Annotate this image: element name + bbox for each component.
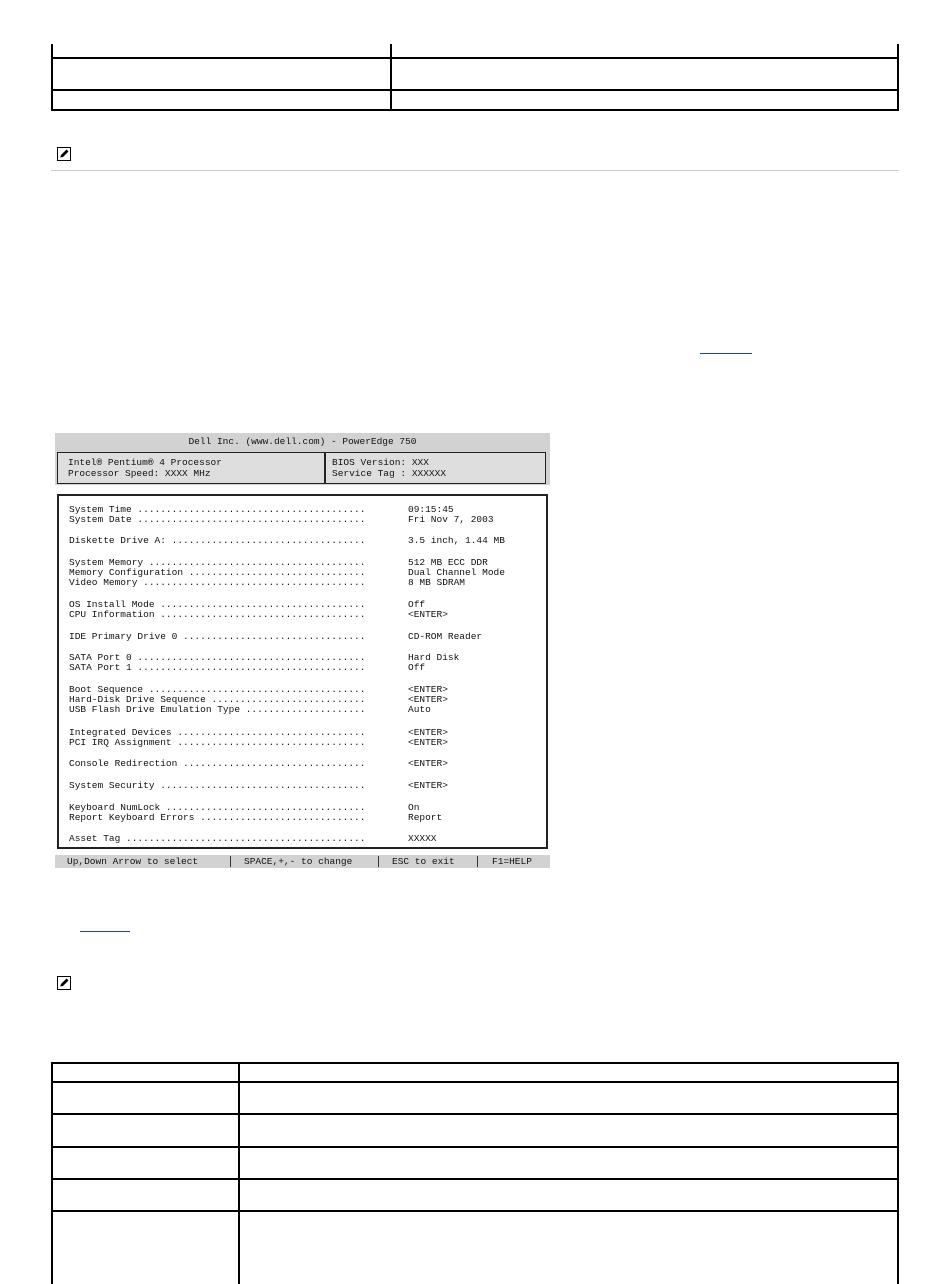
setting-label: System Date ........................................ [69, 514, 366, 525]
top-table-mid-border [390, 44, 392, 111]
status-separator [477, 856, 478, 867]
setting-value: CD-ROM Reader [408, 631, 483, 642]
section-divider [51, 170, 899, 171]
setting-value: Off [408, 599, 426, 610]
top-table-row-line [51, 57, 899, 59]
setting-label: OS Install Mode .................................... [69, 599, 366, 610]
setting-report-keyboard-errors[interactable] [69, 812, 443, 823]
bottom-table-row-line [51, 1210, 899, 1212]
bios-settings-box [57, 494, 548, 849]
info-separator [324, 453, 326, 483]
setting-value: XXXXX [408, 833, 437, 844]
setting-label: System Memory ...................................... [69, 557, 366, 568]
setting-label: Memory Configuration ............................... [69, 567, 366, 578]
bottom-table-right-border [897, 1062, 899, 1284]
setting-value: 09:15:45 [408, 504, 454, 515]
setting-label: Boot Sequence ...................................... [69, 684, 366, 695]
setting-value: <ENTER> [408, 758, 448, 769]
setting-value: <ENTER> [408, 727, 448, 738]
setting-label: Integrated Devices ................................. [69, 727, 366, 738]
bios-title: Dell Inc. (www.dell.com) - PowerEdge 750 [188, 436, 417, 447]
setting-value: <ENTER> [408, 609, 448, 620]
setting-system-date[interactable] [69, 514, 494, 525]
setting-value: <ENTER> [408, 684, 448, 695]
setting-asset-tag[interactable] [69, 833, 437, 844]
setting-console-redirection[interactable] [69, 758, 448, 769]
bottom-table-row-line [51, 1146, 899, 1148]
setting-label: Report Keyboard Errors ............................. [69, 812, 366, 823]
processor-name: Intel® Pentium® 4 Processor [68, 457, 222, 468]
setting-label: System Time ........................................ [69, 504, 366, 515]
setting-pci-irq-assignment[interactable] [69, 737, 448, 748]
setting-sata-port-1[interactable] [69, 662, 426, 673]
setting-value: 3.5 inch, 1.44 MB [408, 535, 505, 546]
top-table-row-line [51, 109, 899, 111]
top-table-right-border [897, 44, 899, 111]
setting-label: Keyboard NumLock ................................... [69, 802, 366, 813]
setting-value: <ENTER> [408, 780, 448, 791]
setting-usb-flash-emulation[interactable] [69, 704, 431, 715]
status-select: Up,Down Arrow to select [67, 856, 199, 867]
setting-value: <ENTER> [408, 694, 448, 705]
setting-label: PCI IRQ Assignment ................................. [69, 737, 366, 748]
setting-label: USB Flash Drive Emulation Type ..................... [69, 704, 366, 715]
setting-value: Report [408, 812, 443, 823]
service-tag: Service Tag : XXXXXX [332, 468, 447, 479]
setting-label: Diskette Drive A: .................................. [69, 535, 366, 546]
setting-label: Hard-Disk Drive Sequence ........................... [69, 694, 366, 705]
bottom-table-row-line [51, 1113, 899, 1115]
bios-header [55, 433, 550, 485]
status-separator [378, 856, 379, 867]
hyperlink[interactable] [700, 353, 752, 354]
setting-video-memory[interactable] [69, 577, 466, 588]
status-help: F1=HELP [492, 856, 532, 867]
setting-label: Asset Tag .......................................... [69, 833, 366, 844]
bios-status-bar [55, 855, 550, 868]
bios-version: BIOS Version: XXX [332, 457, 429, 468]
bottom-table-mid-border [238, 1062, 240, 1284]
bios-info-box [57, 452, 546, 484]
setting-label: CPU Information .................................... [69, 609, 366, 620]
setting-value: Fri Nov 7, 2003 [408, 514, 494, 525]
setting-label: IDE Primary Drive 0 ................................ [69, 631, 366, 642]
setting-value: Hard Disk [408, 652, 460, 663]
setting-value: On [408, 802, 420, 813]
setting-value: 8 MB SDRAM [408, 577, 466, 588]
top-table-row-line [51, 89, 899, 91]
setting-label: Video Memory ....................................... [69, 577, 366, 588]
setting-label: SATA Port 1 ........................................ [69, 662, 366, 673]
processor-speed: Processor Speed: XXXX MHz [68, 468, 211, 479]
status-separator [230, 856, 231, 867]
setting-label: System Security .................................... [69, 780, 366, 791]
note-pencil-icon [57, 976, 71, 990]
setting-value: <ENTER> [408, 737, 448, 748]
status-exit: ESC to exit [392, 856, 455, 867]
status-change: SPACE,+,- to change [244, 856, 353, 867]
note-pencil-icon [57, 147, 71, 161]
setting-value: 512 MB ECC DDR [408, 557, 488, 568]
setting-value: Dual Channel Mode [408, 567, 505, 578]
setting-ide-primary-drive[interactable] [69, 631, 483, 642]
setting-cpu-information[interactable] [69, 609, 448, 620]
bottom-table [51, 1062, 899, 1284]
setting-label: SATA Port 0 ........................................ [69, 652, 366, 663]
setting-system-security[interactable] [69, 780, 448, 791]
setting-diskette-drive[interactable] [69, 535, 505, 546]
bottom-table-row-line [51, 1062, 899, 1064]
bios-setup-screen [55, 433, 550, 868]
setting-label: Console Redirection ................................ [69, 758, 366, 769]
bottom-table-row-line [51, 1081, 899, 1083]
bottom-table-row-line [51, 1178, 899, 1180]
setting-value: Off [408, 662, 426, 673]
setting-value: Auto [408, 704, 431, 715]
top-table [51, 44, 899, 111]
top-table-left-border [51, 44, 53, 111]
hyperlink[interactable] [80, 931, 130, 932]
bottom-table-left-border [51, 1062, 53, 1284]
